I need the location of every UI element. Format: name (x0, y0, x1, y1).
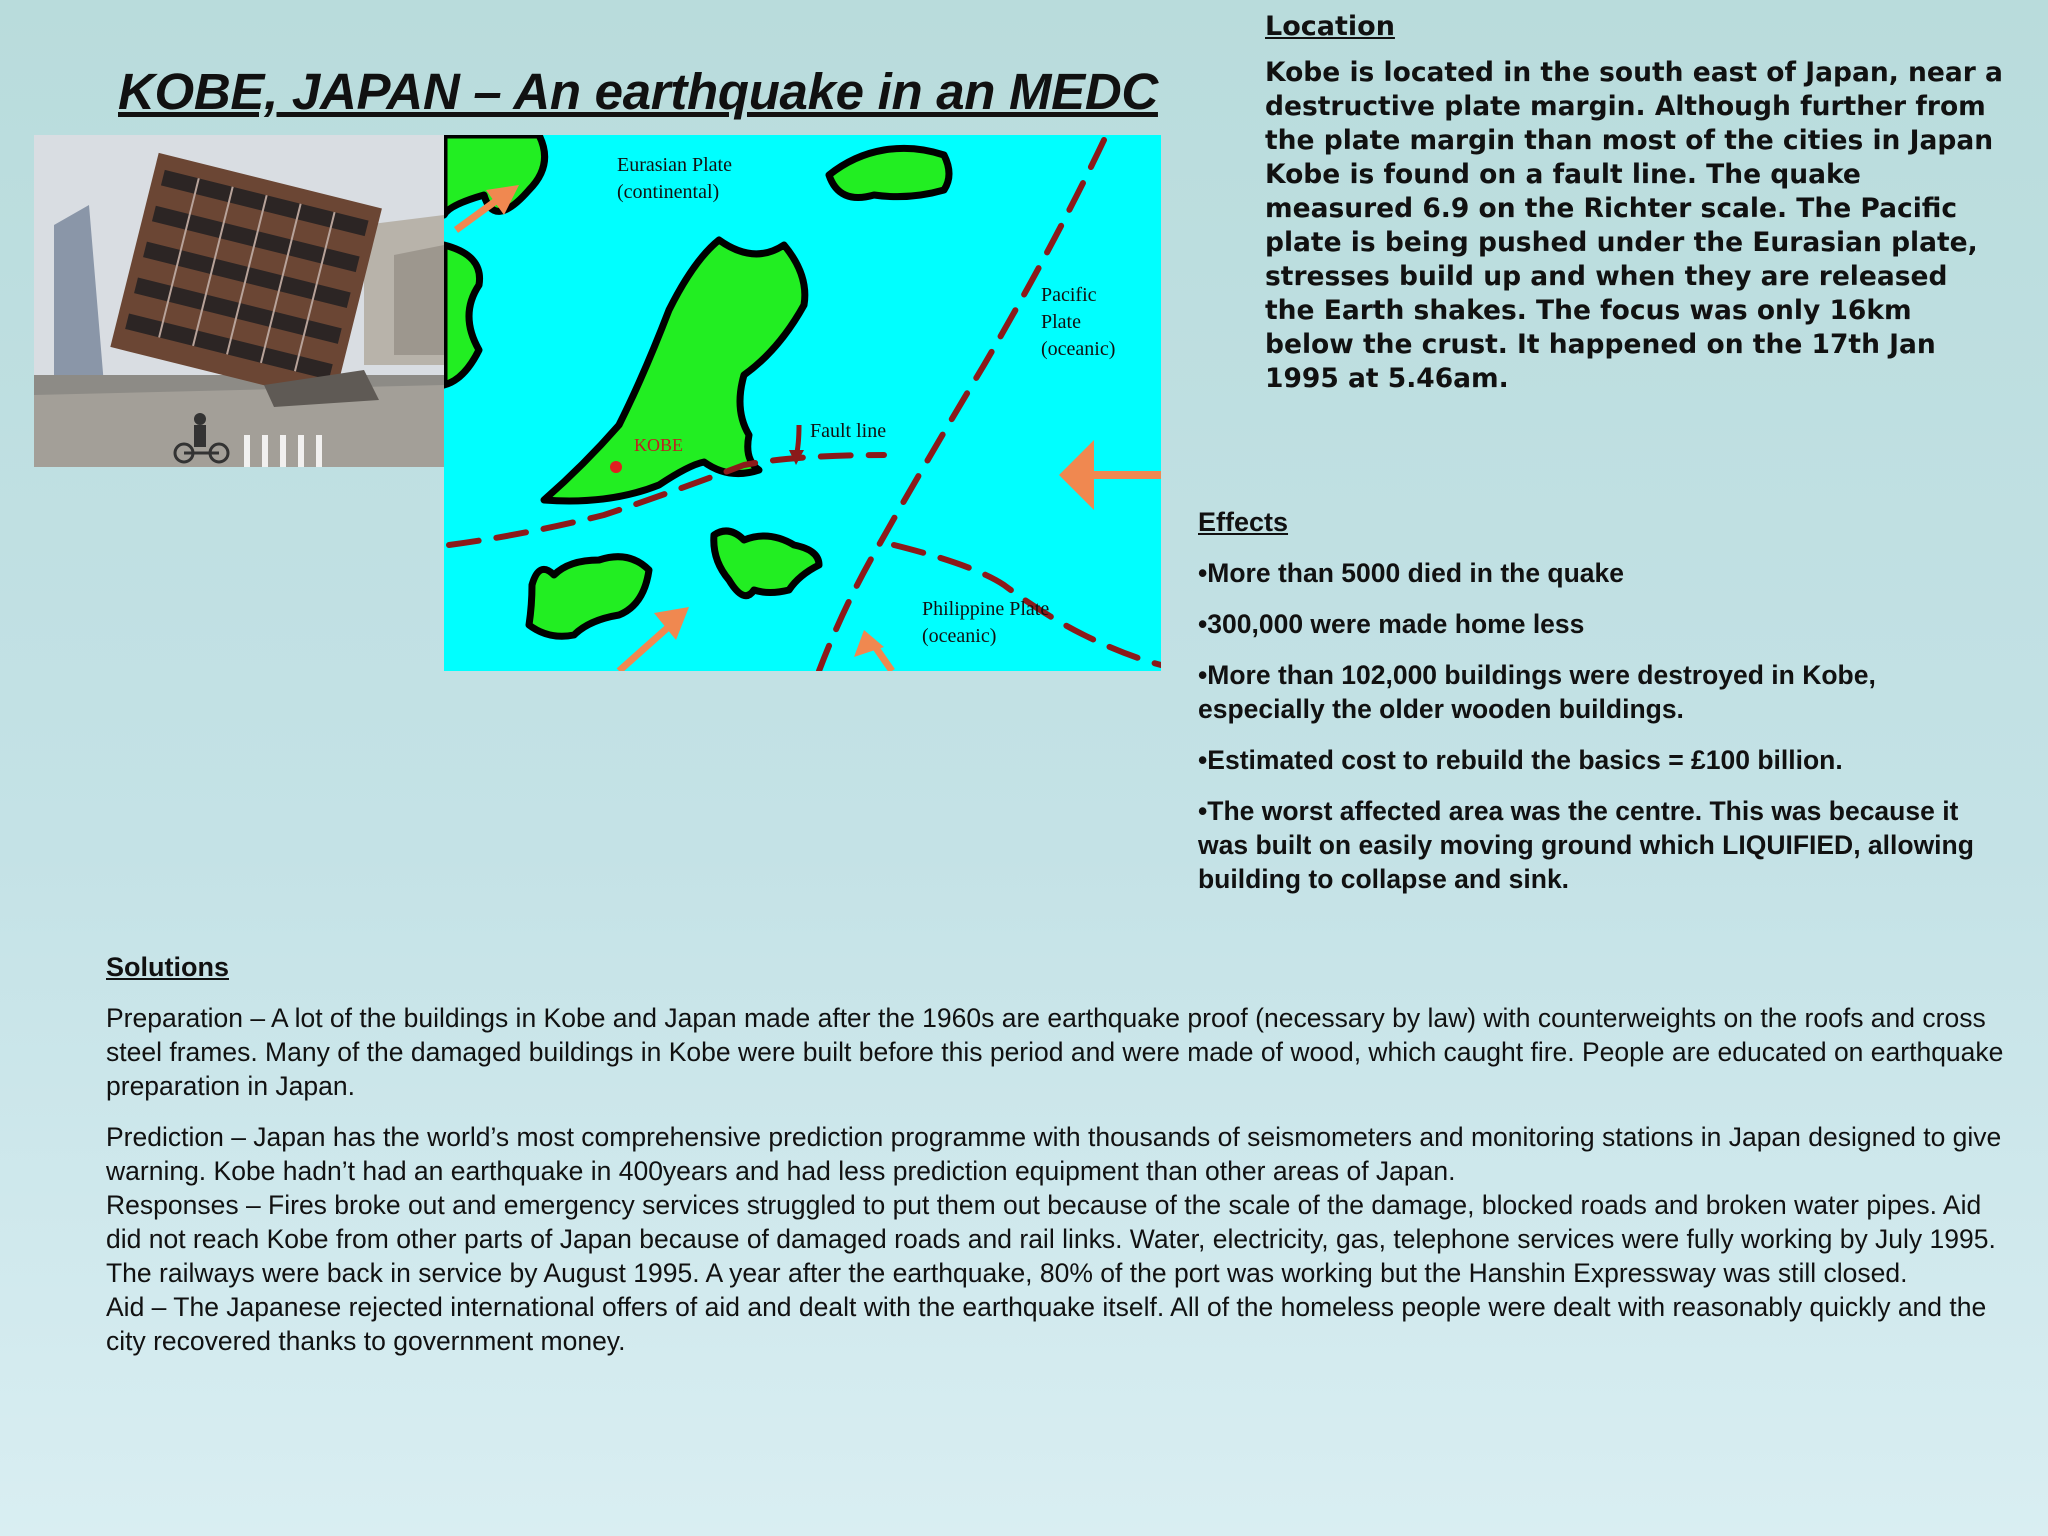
effect-item: •300,000 were made home less (1198, 609, 1585, 639)
fault-line-label: Fault line (810, 420, 887, 442)
pacific-plate-label: Pacific (1041, 284, 1097, 306)
kobe-marker (610, 461, 622, 473)
location-text: Kobe is located in the south east of Japan, near a destructive plate margin. Although further from the plate margin than most of the cities in Japan Kobe is found on a fault line. The quake measured 6.9 on the Richter scale. The Pacific plate is being pushed under the Eurasian plate, stresses build up and when they are released the Earth shakes. The focus was only 16km below the crust. It happened on the 17th Jan 1995 at 5.46am. (1265, 57, 2003, 394)
location-section (1265, 10, 2005, 396)
preparation-paragraph: Preparation – A lot of the buildings in Kobe and Japan made after the 1960s are earthquake proof (necessary by law) with counterweights on the roofs and cross steel frames. Many of the damaged buildings in Kobe were built before this period and were made of wood, which caught fire. People are educated on earthquake preparation in Japan. (106, 1003, 2004, 1101)
philippine-plate-type: (oceanic) (922, 625, 997, 647)
pacific-plate-type: (oceanic) (1041, 338, 1116, 360)
eurasian-plate-label: Eurasian Plate (617, 154, 732, 176)
aid-paragraph: Aid – The Japanese rejected international offers of aid and dealt with the earthquake itself. All of the homeless people were dealt with reasonably quickly and the city recovered thanks to government money. (106, 1292, 1987, 1356)
collapsed-building-photo (34, 135, 444, 467)
responses-paragraph: Responses – Fires broke out and emergency services struggled to put them out because of the scale of the damage, blocked roads and broken water pipes. Aid did not reach Kobe from other parts of Japan because of damaged roads and rail links. Water, electricity, gas, telephone services were fully working by July 1995. The railways were back in service by August 1995. A year after the earthquake, 80% of the port was working but the Hanshin Expressway was still closed. (106, 1190, 1996, 1288)
eurasian-plate-type: (continental) (617, 181, 720, 203)
pacific-plate-label-2: Plate (1041, 311, 1081, 333)
effect-item: •More than 5000 died in the quake (1198, 558, 1625, 588)
collapsed-building-illustration (34, 135, 444, 467)
prediction-paragraph: Prediction – Japan has the world’s most comprehensive prediction programme with thousands of seismometers and monitoring stations in Japan designed to give warning. Kobe hadn’t had an earthquake in 400years and had less prediction equipment than other areas of Japan. (106, 1122, 2002, 1186)
tectonic-plate-map (444, 135, 1161, 671)
effect-item: •The worst affected area was the centre. This was because it was built on easily moving ground which LIQUIFIED, allowing building to collapse and sink. (1198, 796, 1974, 894)
solutions-heading: Solutions (106, 952, 229, 982)
effect-item: •More than 102,000 buildings were destroyed in Kobe, especially the older wooden buildings. (1198, 660, 1876, 724)
page-title: KOBE, JAPAN – An earthquake in an MEDC (118, 63, 1158, 120)
effect-item: •Estimated cost to rebuild the basics = £100 billion. (1198, 745, 1843, 775)
solutions-section (106, 950, 2006, 1358)
kobe-label: KOBE (634, 435, 683, 455)
effects-section (1198, 505, 1998, 913)
location-heading: Location (1265, 11, 1395, 42)
effects-heading: Effects (1198, 507, 1289, 537)
philippine-plate-label: Philippine Plate (922, 598, 1050, 620)
